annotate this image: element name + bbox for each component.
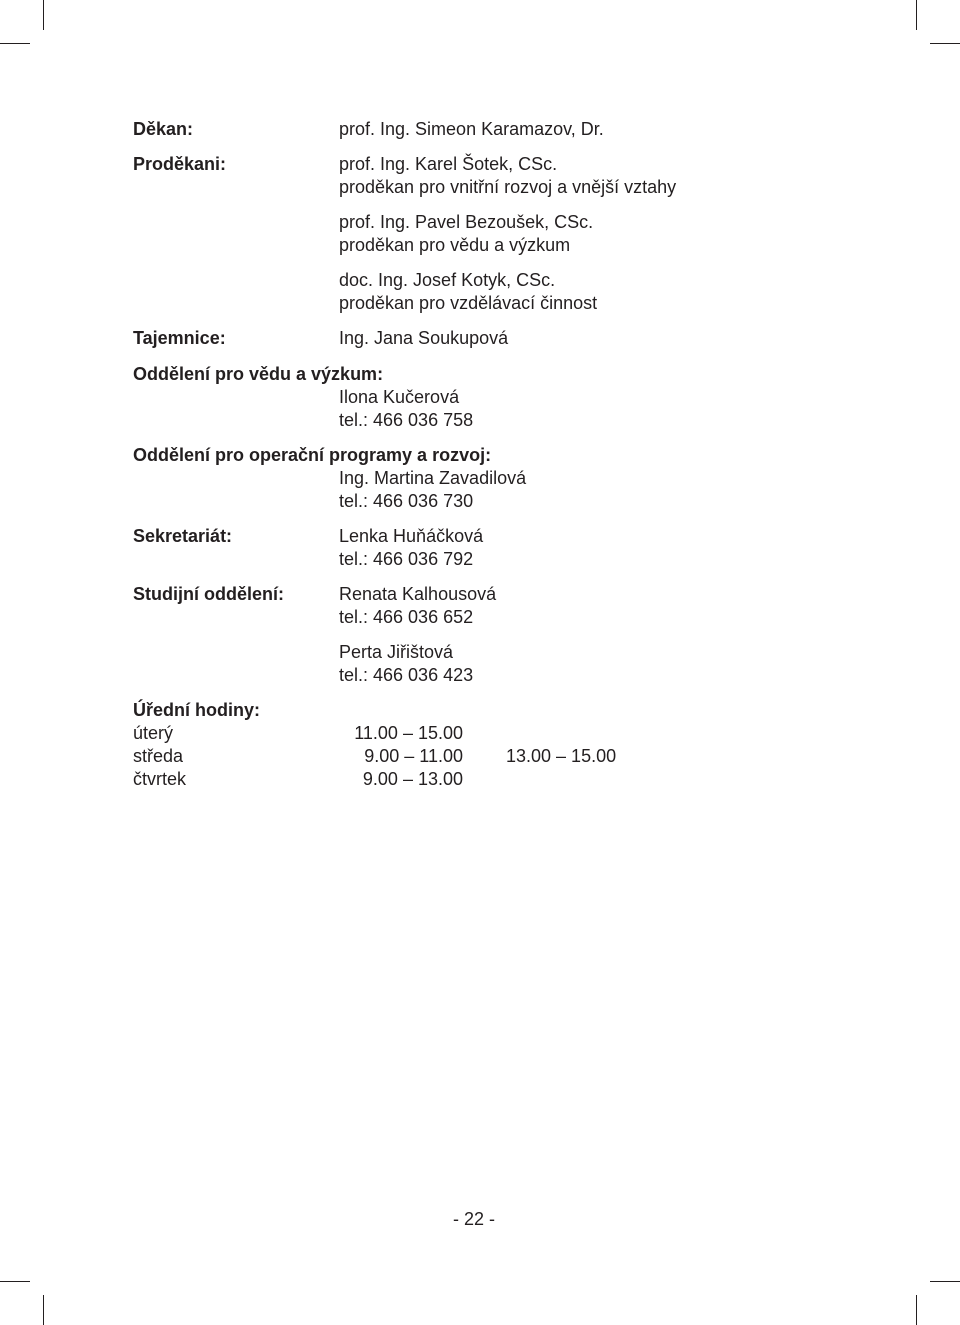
vice-dean-role: proděkan pro vzdělávací činnost	[339, 293, 598, 313]
crop-mark-top-right-v	[916, 0, 917, 30]
office-hours-day: čtvrtek	[133, 769, 187, 789]
study-dept-person-phone: tel.: 466 036 423	[339, 665, 474, 685]
office-hours-day: úterý	[133, 723, 174, 743]
research-dept-phone: tel.: 466 036 758	[339, 410, 474, 430]
secretary-label: Tajemnice:	[133, 328, 226, 348]
crop-mark-bottom-left-h	[0, 1281, 30, 1282]
secretariat-label: Sekretariát:	[133, 526, 233, 546]
dean-name: prof. Ing. Simeon Karamazov, Dr.	[339, 119, 604, 139]
study-dept-person-name: Renata Kalhousová	[339, 584, 497, 604]
dean-label: Děkan:	[133, 119, 194, 139]
vice-dean-name: doc. Ing. Josef Kotyk, CSc.	[339, 270, 556, 290]
vice-dean-role: proděkan pro vědu a výzkum	[339, 235, 571, 255]
office-hours-label: Úřední hodiny:	[133, 700, 260, 720]
office-hours-slot: 9.00 – 11.00	[364, 746, 463, 766]
op-dept-phone: tel.: 466 036 730	[339, 491, 474, 511]
crop-mark-bottom-left-v	[43, 1295, 44, 1325]
research-dept-name: Ilona Kučerová	[339, 387, 460, 407]
op-dept-label: Oddělení pro operační programy a rozvoj:	[133, 445, 492, 465]
crop-mark-top-right-h	[930, 43, 960, 44]
research-dept-label: Oddělení pro vědu a výzkum:	[133, 364, 384, 384]
op-dept-name: Ing. Martina Zavadilová	[339, 468, 527, 488]
study-dept-label: Studijní oddělení:	[133, 584, 284, 604]
study-dept-person-name: Perta Jiřištová	[339, 642, 454, 662]
office-hours-day: středa	[133, 746, 184, 766]
office-hours-slot: 13.00 – 15.00	[506, 746, 617, 766]
secretary-name: Ing. Jana Soukupová	[339, 328, 509, 348]
study-dept-person-phone: tel.: 466 036 652	[339, 607, 474, 627]
crop-mark-top-left-v	[43, 0, 44, 30]
office-hours-slot: 9.00 – 13.00	[362, 769, 463, 789]
vice-dean-name: prof. Ing. Karel Šotek, CSc.	[339, 154, 558, 174]
crop-mark-bottom-right-h	[930, 1281, 960, 1282]
vice-dean-name: prof. Ing. Pavel Bezoušek, CSc.	[339, 212, 594, 232]
secretariat-phone: tel.: 466 036 792	[339, 549, 474, 569]
vice-deans-label: Proděkani:	[133, 154, 227, 174]
office-hours-slot: 11.00 – 15.00	[354, 723, 463, 743]
secretariat-name: Lenka Huňáčková	[339, 526, 484, 546]
crop-mark-top-left-h	[0, 43, 30, 44]
vice-dean-role: proděkan pro vnitřní rozvoj a vnější vztahy	[339, 177, 677, 197]
page-number: - 22 -	[452, 1209, 495, 1229]
crop-mark-bottom-right-v	[916, 1295, 917, 1325]
